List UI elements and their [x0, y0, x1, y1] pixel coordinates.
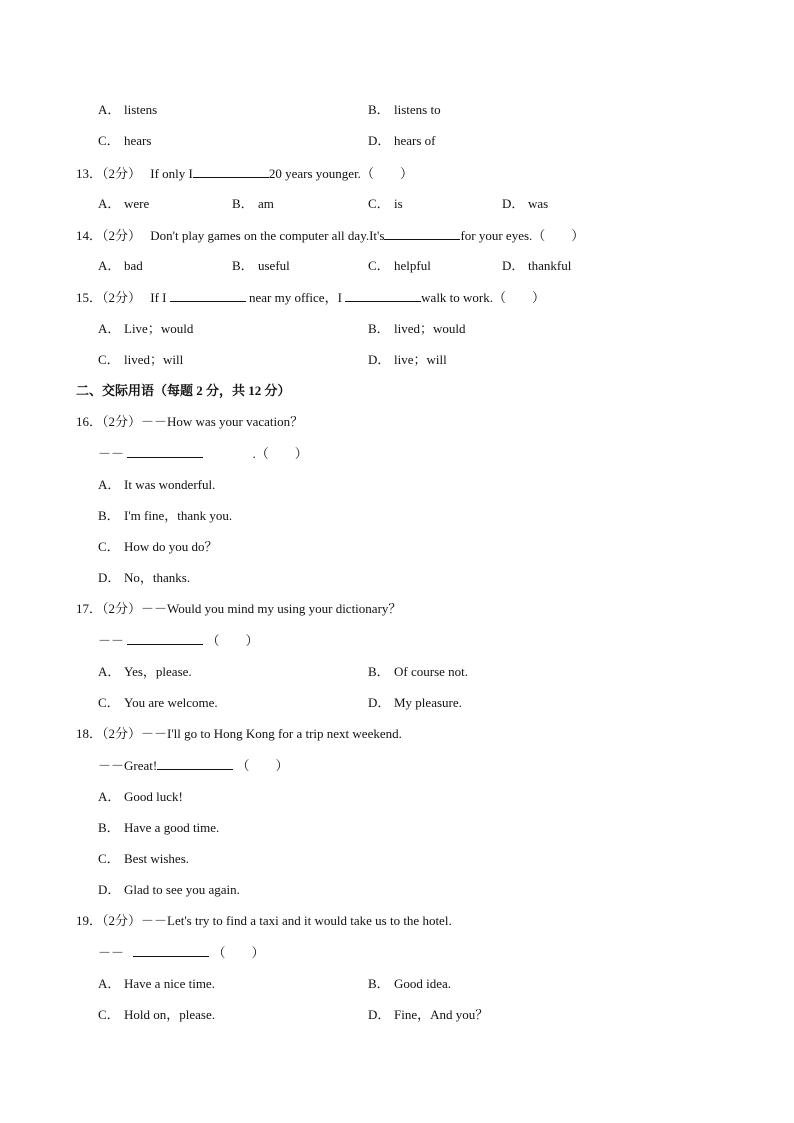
q19-option-b — [368, 974, 451, 994]
option-letter: B． — [368, 321, 390, 336]
q18-option-a — [98, 787, 183, 807]
question-number: 16．（2分） — [76, 414, 142, 429]
q14-option-a — [98, 256, 143, 276]
option-text: helpful — [394, 258, 431, 273]
stem-text-after: 20 years younger. — [268, 166, 361, 181]
answer-blank[interactable] — [384, 225, 460, 240]
q18-reply — [98, 755, 288, 775]
stem-text-after: for your eyes. — [460, 228, 533, 243]
question-number: 19．（2分） — [76, 913, 142, 928]
option-letter: C． — [98, 133, 120, 148]
option-text: No，thanks. — [124, 570, 191, 585]
option-letter: C． — [98, 539, 120, 554]
q16-stem — [76, 412, 303, 432]
answer-blank-2[interactable] — [345, 287, 421, 302]
option-text: bad — [124, 258, 143, 273]
stem-text-before: If I — [150, 290, 167, 305]
q16-option-a — [98, 475, 215, 495]
option-letter: D． — [368, 1007, 391, 1022]
answer-blank-1[interactable] — [170, 287, 246, 302]
option-text: Have a nice time. — [124, 976, 215, 991]
option-letter: A． — [98, 196, 121, 211]
answer-paren[interactable]: （ ） — [360, 166, 413, 181]
option-text: Fine，And you？ — [394, 1007, 489, 1022]
option-letter: C． — [98, 851, 120, 866]
option-text: How do you do？ — [124, 539, 218, 554]
option-letter: C． — [98, 1007, 120, 1022]
question-number: 13．（2分） — [76, 166, 142, 181]
answer-paren[interactable]: （ ） — [212, 945, 265, 960]
section-title: 二、交际用语（每题 2 分，共 12 分） — [76, 383, 291, 398]
answer-blank[interactable] — [133, 942, 209, 957]
q13-option-d — [502, 194, 548, 214]
stem-text-before: Don't play games on the computer all day.It's — [150, 228, 385, 243]
stem-text-middle: near my office，I — [249, 290, 342, 305]
q19-option-d — [368, 1005, 488, 1025]
reply-prefix: －－ — [98, 945, 125, 960]
answer-blank[interactable] — [157, 755, 233, 770]
q19-option-c — [98, 1005, 215, 1025]
q12-option-d — [368, 131, 436, 151]
option-letter: B． — [232, 196, 254, 211]
option-letter: B． — [368, 102, 390, 117]
dialogue-prompt: －－Would you mind my using your dictionary？ — [141, 601, 402, 616]
q14-option-b — [232, 256, 290, 276]
option-text: Live；would — [124, 321, 194, 336]
dialogue-prompt: －－I'll go to Hong Kong for a trip next weekend. — [141, 726, 402, 741]
option-letter: D． — [368, 695, 391, 710]
q12-option-c — [98, 131, 151, 151]
answer-paren[interactable]: （ ） — [236, 758, 289, 773]
option-letter: B． — [98, 820, 120, 835]
answer-paren[interactable]: （ ） — [255, 446, 308, 461]
dialogue-prompt: －－Let's try to find a taxi and it would take us to the hotel. — [141, 913, 452, 928]
option-text: My pleasure. — [394, 695, 462, 710]
q17-option-b — [368, 662, 468, 682]
q17-option-d — [368, 693, 462, 713]
option-text: am — [258, 196, 274, 211]
option-letter: D． — [502, 196, 525, 211]
option-text: thankful — [528, 258, 572, 273]
option-text: lived；would — [394, 321, 466, 336]
option-text: lived；will — [124, 352, 184, 367]
q18-option-b — [98, 818, 219, 838]
q15-option-b — [368, 319, 466, 339]
q13-option-b — [232, 194, 274, 214]
option-text: It was wonderful. — [124, 477, 216, 492]
q18-option-d — [98, 880, 240, 900]
option-text: Good idea. — [394, 976, 452, 991]
reply-prefix: －－ — [98, 446, 125, 461]
option-letter: D． — [502, 258, 525, 273]
reply-prefix: －－Great! — [98, 758, 158, 773]
q18-stem — [76, 724, 402, 744]
q15-option-d — [368, 350, 447, 370]
q17-stem — [76, 599, 401, 619]
q19-stem — [76, 911, 452, 931]
option-letter: A． — [98, 258, 121, 273]
option-letter: C． — [368, 196, 390, 211]
q17-option-c — [98, 693, 218, 713]
q15-option-c — [98, 350, 183, 370]
option-letter: B． — [368, 664, 390, 679]
option-letter: C． — [368, 258, 390, 273]
option-text: Of course not. — [394, 664, 469, 679]
q13-stem — [76, 163, 413, 183]
q16-reply — [98, 443, 308, 463]
option-text: Yes，please. — [124, 664, 192, 679]
option-text: were — [124, 196, 150, 211]
q14-option-d — [502, 256, 571, 276]
option-text: Good luck! — [124, 789, 183, 804]
q13-option-a — [98, 194, 149, 214]
q15-stem — [76, 287, 545, 307]
q16-option-d — [98, 568, 190, 588]
option-text: Hold on，please. — [124, 1007, 215, 1022]
q18-option-c — [98, 849, 189, 869]
answer-paren[interactable]: （ ） — [532, 228, 585, 243]
option-text: was — [528, 196, 549, 211]
question-number: 17．（2分） — [76, 601, 142, 616]
option-letter: B． — [368, 976, 390, 991]
q14-stem — [76, 225, 584, 245]
answer-paren[interactable]: （ ） — [493, 290, 546, 305]
q17-option-a — [98, 662, 192, 682]
answer-blank[interactable] — [127, 630, 203, 645]
answer-blank[interactable] — [193, 163, 269, 178]
q14-option-c — [368, 256, 431, 276]
option-letter: C． — [98, 352, 120, 367]
option-letter: B． — [98, 508, 120, 523]
option-letter: C． — [98, 695, 120, 710]
option-letter: A． — [98, 664, 121, 679]
option-letter: A． — [98, 321, 121, 336]
option-text: listens to — [394, 102, 441, 117]
option-letter: A． — [98, 789, 121, 804]
option-letter: D． — [368, 352, 391, 367]
question-number: 14．（2分） — [76, 228, 142, 243]
option-text: hears of — [394, 133, 436, 148]
option-text: Glad to see you again. — [124, 882, 240, 897]
q12-option-b — [368, 100, 441, 120]
q19-reply — [98, 942, 265, 962]
option-text: listens — [124, 102, 158, 117]
option-text: hears — [124, 133, 152, 148]
option-text: Have a good time. — [124, 820, 220, 835]
reply-prefix: －－ — [98, 633, 125, 648]
option-letter: D． — [368, 133, 391, 148]
question-number: 18．（2分） — [76, 726, 142, 741]
q13-option-c — [368, 194, 403, 214]
q19-option-a — [98, 974, 215, 994]
dialogue-prompt: －－How was your vacation？ — [141, 414, 304, 429]
option-letter: A． — [98, 976, 121, 991]
q16-option-b — [98, 506, 232, 526]
q15-option-a — [98, 319, 193, 339]
option-letter: D． — [98, 570, 121, 585]
q17-reply — [98, 630, 259, 650]
option-letter: B． — [232, 258, 254, 273]
stem-text-after: walk to work. — [421, 290, 494, 305]
option-text: I'm fine，thank you. — [124, 508, 233, 523]
answer-blank[interactable] — [127, 443, 203, 458]
q16-option-c — [98, 537, 218, 557]
q12-option-a — [98, 100, 157, 120]
option-text: useful — [258, 258, 290, 273]
option-text: Best wishes. — [124, 851, 189, 866]
stem-text-before: If only I — [150, 166, 193, 181]
option-text: is — [394, 196, 403, 211]
option-letter: D． — [98, 882, 121, 897]
question-number: 15．（2分） — [76, 290, 142, 305]
option-letter: A． — [98, 102, 121, 117]
answer-paren[interactable]: （ ） — [206, 633, 259, 648]
reply-suffix: . — [252, 446, 256, 461]
option-text: live；will — [394, 352, 447, 367]
option-text: You are welcome. — [124, 695, 218, 710]
option-letter: A． — [98, 477, 121, 492]
